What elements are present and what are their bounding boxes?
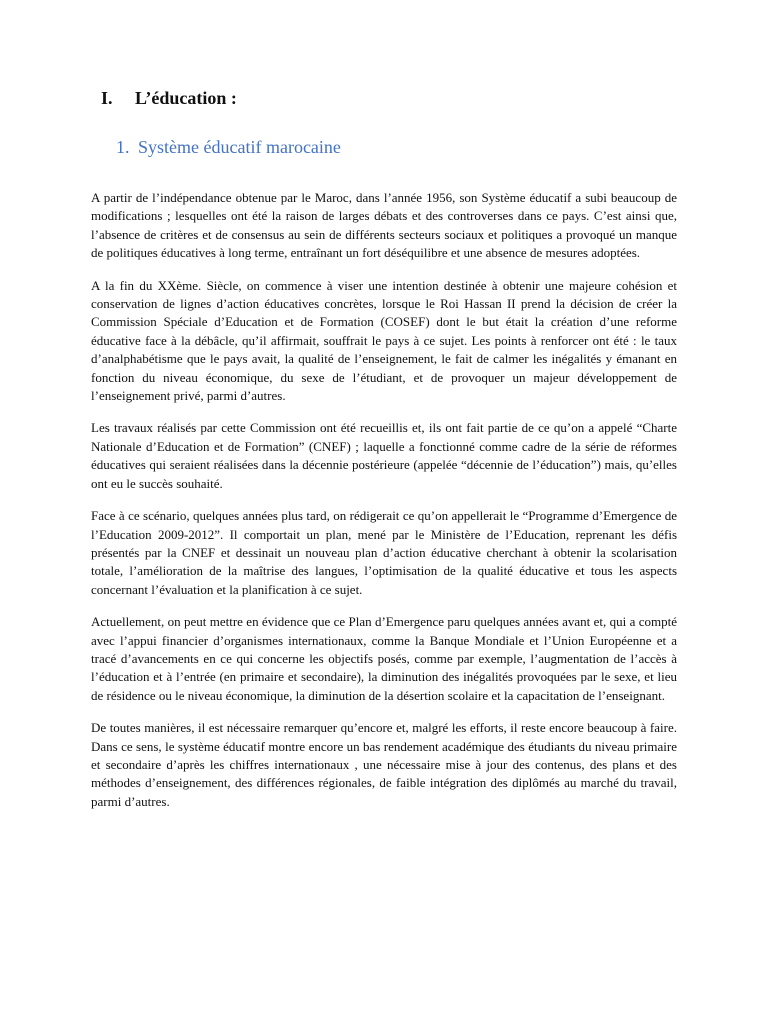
paragraph-cosef: A la fin du XXème. Siècle, on commence à viser une intention destinée à obtenir une majeure cohésion et conservation de lignes d’action éducatives concrètes, lorsque le Roi Hassan II prend la décision de créer la Commission Spéciale d’Education et de Formation (COSEF) dont le but était la création d’une reforme éducative face à la débâcle, qu’il affirmait, souffrait le pays à ce sujet. Les points à renforcer ont été : le taux d’analphabétisme que le pays avait, la qualité de l’enseignement, le fait de calmer les inégalités y émanant en fonction du niveau économique, du sexe de l’étudiant, et de provoquer un majeur développement de l’enseignement privé, parmi d’autres. [91, 277, 677, 404]
subsection-heading [116, 135, 341, 159]
paragraph-remaining-challenges: De toutes manières, il est nécessaire remarquer qu’encore et, malgré les efforts, il reste encore beaucoup à faire. Dans ce sens, le système éducatif montre encore un bas rendement académique des étudiants du niveau primaire et secondaire d’après les chiffres internationaux , une nécessaire mise à jour des contenus, des plans et des méthodes d’enseignement, des différences régionales, de faible intégration des diplômés au marché du travail, parmi d’autres. [91, 720, 677, 809]
paragraph-current-status: Actuellement, on peut mettre en évidence que ce Plan d’Emergence paru quelques années avant et, qui a compté avec l’appui financier d’organismes internationaux, comme la Banque Mondiale et l’Union Européenne et a tracé d’avancements en ce qui concerne les objectifs posés, comme par exemple, l’augmentation de l’accès à l’éducation et à l’entrée (en primaire et secondaire), la diminution des inégalités provoquées par le sexe, et lieu de résidence ou le niveau économique, la diminution de la désertion scolaire et la capacitation de l’enseignant. [91, 614, 677, 703]
paragraph-emergence-program: Face à ce scénario, quelques années plus tard, on rédigerait ce qu’on appellerait le “Programme d’Emergence de l’Education 2009-2012”. Il comportait un plan, mené par le Ministère de l’Education, reprenant les défis présentés par la CNEF et dessinait un nouveau plan d’action éducative cherchant à obtenir la scolarisation totale, l’amélioration de la maîtrise des langues, l’optimisation de la qualité éducative et tous les aspects concernant l’évaluation et la planification à ce sujet. [91, 508, 677, 597]
subsection-title: Système éducatif marocaine [138, 137, 341, 157]
section-heading [101, 86, 237, 110]
section-number: I. [101, 88, 113, 108]
paragraph-independence: A partir de l’indépendance obtenue par le Maroc, dans l’année 1956, son Système éducatif a subi beaucoup de modifications ; lesquelles ont été la raison de larges débats et des controverses dans ce pays. C’est ainsi que, l’absence de critères et de consensus au sein de différents secteurs sociaux et politiques a provoqué un manque de politiques éducatives à long terme, entraînant un fort déséquilibre et une absence de mesures adoptées. [91, 190, 677, 261]
body-text [91, 189, 677, 825]
section-title: L’éducation : [135, 88, 237, 108]
subsection-number: 1. [116, 137, 130, 157]
paragraph-cnef: Les travaux réalisés par cette Commission ont été recueillis et, ils ont fait partie de ce qu’on a appelé “Charte Nationale d’Education et de Formation” (CNEF) ; laquelle a fonctionné comme cadre de la série de réformes éducatives qui seraient réalisées dans la décennie postérieure (appelée “décennie de l’éducation”) mais, qu’elles ont eu le succès souhaité. [91, 420, 677, 491]
